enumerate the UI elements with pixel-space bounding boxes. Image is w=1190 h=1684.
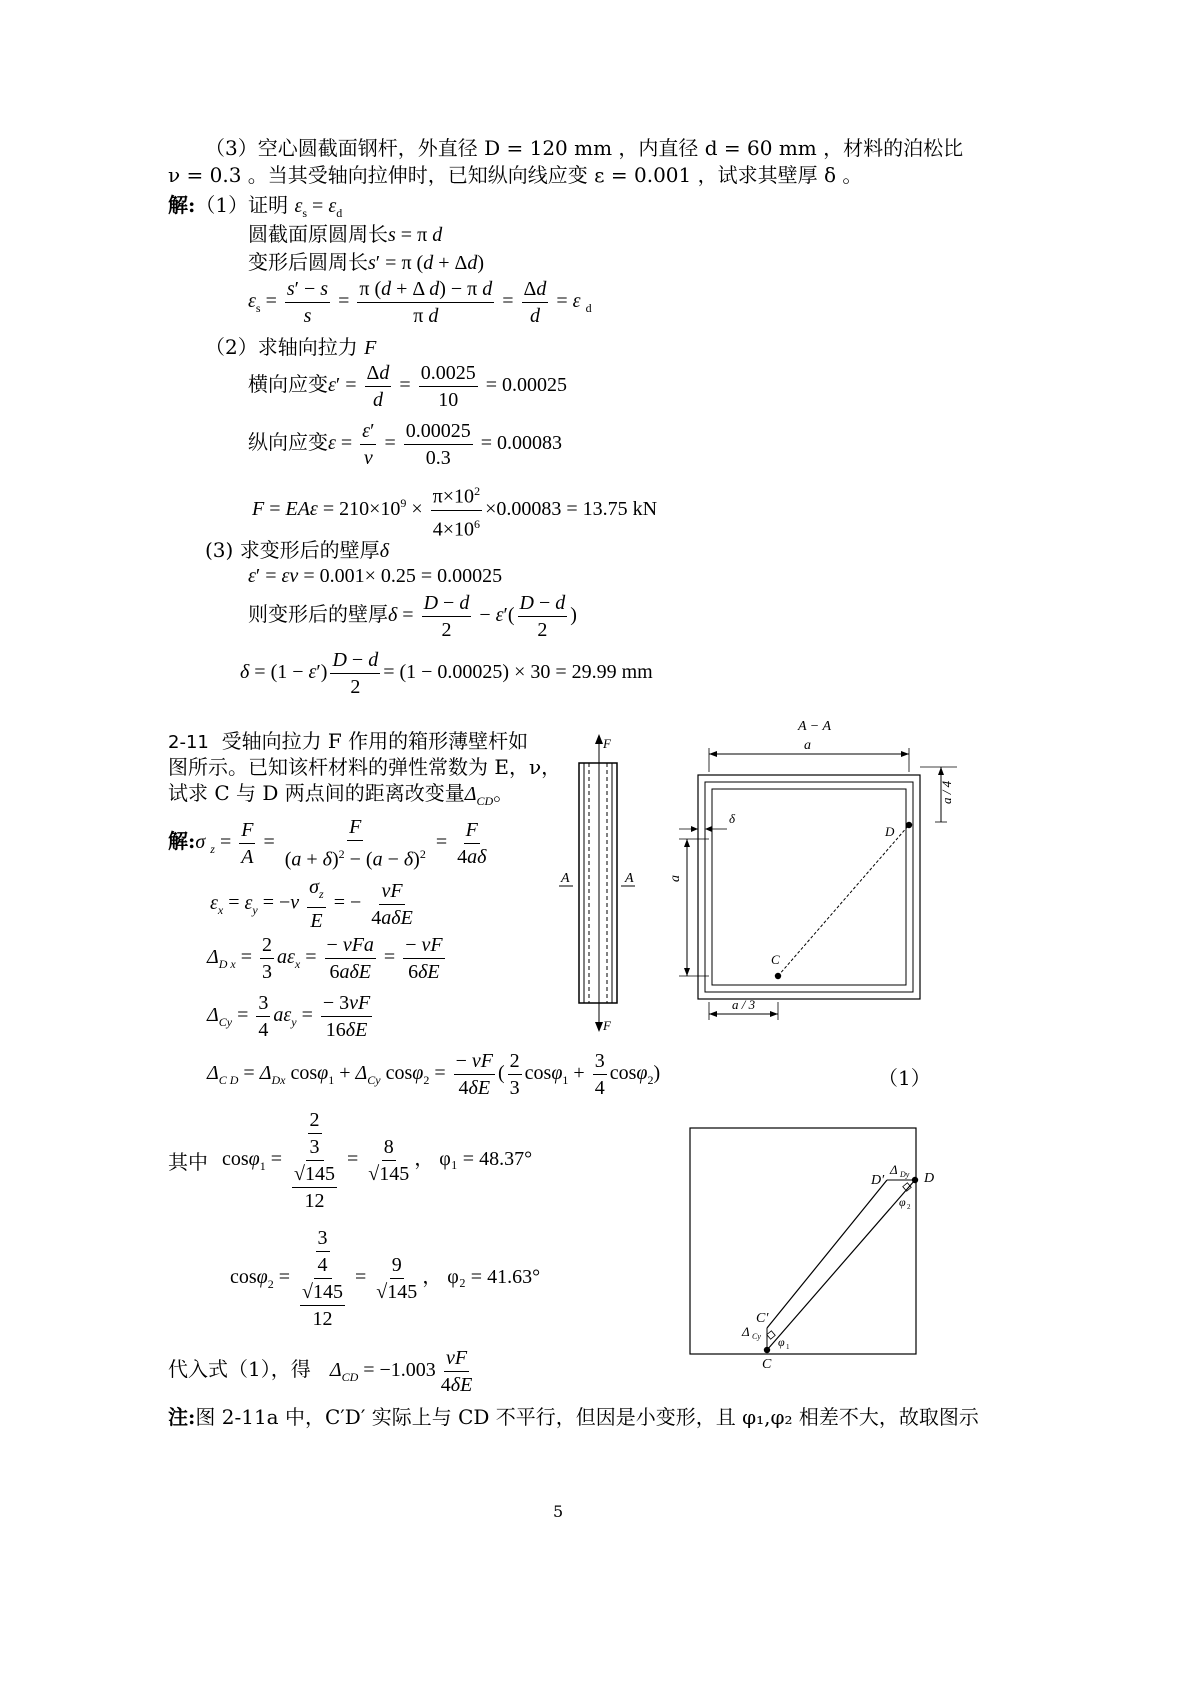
deformed-perimeter-line: 变形后圆周长s′ = π (d + Δd) xyxy=(248,250,485,274)
solution-step3: (3) 求变形后的壁厚δ xyxy=(205,538,389,562)
phi1-label: φ xyxy=(778,1335,785,1349)
thickness-equation: 则变形后的壁厚δ = $\frac{D - d}{2}$ − ε′( $\frac{D - d}{2}$ ) xyxy=(248,592,577,641)
solution-step2: （2）求轴向拉力 F xyxy=(205,335,377,359)
force-arrow-top xyxy=(595,734,603,744)
point-c-label: C xyxy=(771,952,780,967)
section-label-right: A xyxy=(625,871,634,886)
force-equation: $F = EA\varepsilon = 210\times 10^9$ × $\frac{\pi\times 10^2}{4\times 10^6}$ ×0.00083 = 13.75 kN xyxy=(252,478,657,542)
delta-cd-equation: $\Delta_{C D} = \Delta_{Dx}$ $\cos\varphi_1 + \Delta_{Cy}$ cosφ$_2$ = $\frac{- \nu F}{4\delta E}$ ( $\frac{2}{3}$ cosφ$_1$ + $\frac{3}{4}$ cosφ$_2$) xyxy=(207,1050,661,1099)
phi2-label: φ xyxy=(899,1195,906,1209)
solution-label: 解: xyxy=(168,193,196,217)
equation-number: （1） xyxy=(878,1066,931,1090)
force-arrow-bottom xyxy=(595,1022,603,1032)
cd-original-line xyxy=(767,1180,915,1350)
point-d-label: D xyxy=(885,824,895,839)
deform-c-label: C xyxy=(762,1357,772,1372)
deform-c-prime-label: C′ xyxy=(756,1311,769,1326)
cos-phi2-equation: cosφ$_2$ = $\frac{\frac{3}{4}}{\frac{√145}{12}}$ = $\frac{9}{√145}$ ， φ₂ = 41.63° xyxy=(230,1227,541,1330)
point-c xyxy=(775,973,781,979)
inner-wall xyxy=(712,789,906,985)
svg-text:2: 2 xyxy=(907,1203,911,1211)
point-d xyxy=(906,822,912,828)
problem-211-line3: 试求 C 与 D 两点间的距离改变量$\Delta_{CD}$。 xyxy=(168,781,514,808)
dim-a-top-label: a xyxy=(804,738,811,753)
dim-a3-label: a / 3 xyxy=(732,997,756,1012)
cd-deformed-line xyxy=(767,1180,887,1328)
solution-step1: 解:（1）证明 $\varepsilon_s = \varepsilon_d$ xyxy=(168,193,343,220)
deform-d-label: D xyxy=(924,1171,935,1186)
force-label-bottom: F xyxy=(603,1018,611,1033)
svg-text:Cy: Cy xyxy=(752,1332,761,1341)
delta-cy-equation: $\Delta_{Cy}$ = $\frac{3}{4}$ $a\varepsilon_y$ = $\frac{- 3\nu F}{16\delta E}$ xyxy=(207,992,371,1041)
epsilon-xy-equation: $\varepsilon_x = \varepsilon_y = -\nu$ $\frac{\sigma_z}{E}$ = − $\frac{\nu F}{\text{4aδE}}$ xyxy=(210,876,413,932)
delta-dy-label: Δ xyxy=(890,1162,898,1177)
cd-line xyxy=(778,825,909,976)
substitute-line: 代入式（1），得 $\Delta_{CD} = -1.003$ $\frac{\nu F}{4\delta E}$ xyxy=(168,1347,473,1396)
cos-phi1-equation: cosφ$_1$ = $\frac{\frac{2}{3}}{\frac{√145}{12}}$ = $\frac{8}{√145}$ ， φ₁ = 48.37° xyxy=(222,1109,533,1212)
strain-equation: $\varepsilon_s$ = $\frac{s' - s}{s}$ = $\frac{\text{π (d + Δ d) − π d}}{\text{π d}}$ = $\frac{\Delta d}{d}$ = ε $_d$ xyxy=(248,278,592,327)
deform-point-d xyxy=(912,1177,918,1183)
deformation-figure xyxy=(680,1120,945,1380)
where-label: 其中 xyxy=(168,1150,208,1174)
page-number: 5 xyxy=(553,1502,564,1521)
delta-dx-equation: $\Delta_{D x}$ = $\frac{2}{3}$ $a\varepsilon_x$ = $\frac{\text{− νFa}}{\text{6aδE}}$ = $\frac{- \nu F}{6\delta E}$ xyxy=(207,934,443,983)
problem-211-line2: 图所示。已知该杆材料的弹性常数为 E，ν， xyxy=(168,755,562,779)
force-label-top: F xyxy=(603,736,611,751)
svg-text:1: 1 xyxy=(786,1343,790,1351)
dim-delta-label: δ xyxy=(729,811,736,826)
section-figure xyxy=(665,712,965,1027)
step1-label: （1）证明 xyxy=(195,193,289,217)
section-label-left: A xyxy=(561,871,570,886)
svg-text:Dy: Dy xyxy=(900,1170,910,1179)
delta-cy-label: Δ xyxy=(742,1324,750,1339)
bar-figure xyxy=(555,728,645,1038)
problem-211-line1: 2-11 受轴向拉力 F 作用的箱形薄壁杆如 xyxy=(168,729,529,753)
problem-part3-line1: （3）空心圆截面钢杆，外直径 D = 120 mm ，内直径 d = 60 mm ，材料的泊松比 xyxy=(205,136,964,160)
section-title: A − A xyxy=(798,719,832,734)
strain-prime-line: ε′ = εν = 0.001× 0.25 = 0.00025 xyxy=(248,565,503,587)
deformation-frame xyxy=(690,1128,916,1354)
outer-wall-outer xyxy=(698,775,920,999)
outer-wall-inner xyxy=(705,782,913,992)
deform-point-c xyxy=(764,1347,770,1353)
thickness-result: δ = (1 − ε′) $\frac{D - d}{2}$ = (1 − 0.00025) × 30 = 29.99 mm xyxy=(240,649,653,698)
deform-d-prime-label: D′ xyxy=(871,1173,885,1188)
dim-a-left-label: a xyxy=(668,875,683,882)
note-line: 注:图 2-11a 中，C′D′ 实际上与 CD 不平行，但因是小变形，且 φ₁,φ₂ 相差不大，故取图示 xyxy=(168,1405,979,1429)
bar-outline xyxy=(579,763,617,1003)
perimeter-line: 圆截面原圆周长s = π d xyxy=(248,222,443,246)
longitudinal-strain-equation: 纵向应变ε = $\frac{\varepsilon'}{\nu}$ = $\frac{0.00025}{0.3}$ = 0.00083 xyxy=(248,420,562,469)
sigma-equation: 解:σ $_z$ = $\frac{F}{A}$ = $\frac{F}{(a + \delta)^2 - (a - \delta)^2}$ = $\frac{F}{4a\delta}$ xyxy=(168,816,487,871)
problem-part3-line2: ν = 0.3 。当其受轴向拉伸时，已知纵向线应变 ε = 0.001 ，试求其壁厚 δ 。 xyxy=(168,163,863,187)
dim-a4-label: a / 4 xyxy=(939,780,954,804)
lateral-strain-equation: 横向应变ε′ = $\frac{\Delta d}{d}$ = $\frac{0.0025}{10}$ = 0.00025 xyxy=(248,362,567,411)
